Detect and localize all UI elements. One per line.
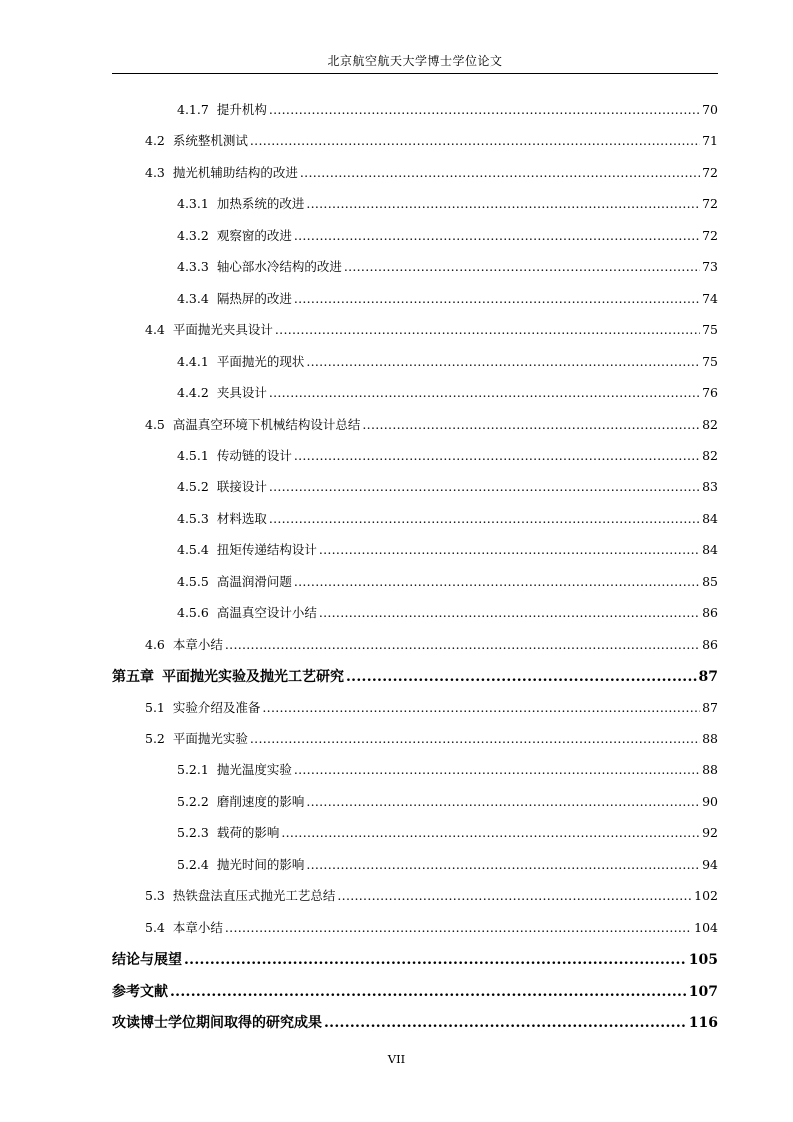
toc-dot-leader — [294, 574, 700, 589]
toc-entry-page: 72 — [702, 164, 718, 180]
toc-entry[interactable] — [145, 918, 718, 938]
toc-entry-page: 71 — [702, 133, 718, 149]
toc-dot-leader — [324, 1015, 687, 1031]
toc-entry-page: 75 — [702, 322, 718, 338]
toc-entry-number: 5.1 — [145, 699, 165, 715]
toc-entry-title: 系统整机测试 — [172, 133, 248, 149]
toc-dot-leader — [294, 762, 700, 777]
toc-entry-number: 4.4 — [145, 322, 165, 338]
toc-entry-number: 4.5.2 — [177, 479, 209, 495]
toc-entry-number: 5.2.3 — [177, 825, 209, 841]
toc-entry-number: 4.5.5 — [177, 573, 209, 589]
toc-entry[interactable] — [177, 100, 718, 120]
toc-entry-number: 5.3 — [145, 888, 165, 904]
toc-entry[interactable] — [177, 194, 718, 214]
toc-entry-page: 74 — [702, 290, 718, 306]
toc-entry-page: 75 — [702, 353, 718, 369]
toc-entry-page: 82 — [702, 447, 718, 463]
toc-entry-page: 83 — [702, 479, 718, 495]
toc-entry-number: 第五章 — [112, 669, 154, 686]
toc-entry[interactable] — [177, 540, 718, 560]
toc-entry-number: 5.2.1 — [177, 762, 209, 778]
toc-entry[interactable] — [177, 509, 718, 529]
toc-entry-title: 平面抛光实验 — [172, 731, 248, 746]
toc-entry-page: 90 — [702, 793, 718, 809]
toc-entry-number: 4.5.6 — [177, 605, 209, 621]
toc-entry[interactable] — [177, 603, 718, 623]
toc-entry-page: 107 — [688, 983, 718, 1000]
toc-entry-page: 73 — [702, 259, 718, 275]
toc-entry-page: 92 — [702, 825, 718, 841]
toc-entry-title: 隔热屏的改进 — [216, 290, 292, 306]
toc-entry-page: 72 — [702, 196, 718, 212]
toc-entry-title: 抛光机辅助结构的改进 — [172, 164, 298, 180]
toc-dot-leader — [184, 952, 687, 968]
toc-entry-page: 85 — [702, 573, 718, 589]
toc-entry-page: 82 — [702, 416, 718, 432]
toc-entry-number: 4.6 — [145, 636, 165, 652]
toc-entry[interactable] — [145, 131, 718, 151]
toc-entry-page: 70 — [702, 102, 718, 117]
toc-entry-number: 4.2 — [145, 133, 165, 149]
toc-entry-number: 4.3.1 — [177, 196, 209, 212]
toc-entry-title: 平面抛光夹具设计 — [172, 322, 273, 338]
toc-dot-leader — [300, 165, 700, 180]
toc-entry[interactable] — [177, 383, 718, 403]
toc-entry[interactable] — [112, 1012, 718, 1032]
toc-entry-number: 4.4.1 — [177, 353, 209, 369]
toc-entry[interactable] — [177, 226, 718, 246]
toc-entry[interactable] — [112, 981, 718, 1001]
toc-dot-leader — [269, 102, 700, 117]
toc-entry[interactable] — [177, 289, 718, 309]
toc-entry-number: 5.2.4 — [177, 856, 209, 872]
toc-dot-leader — [294, 291, 700, 306]
toc-dot-leader — [306, 196, 700, 211]
toc-entry[interactable] — [145, 320, 718, 340]
toc-dot-leader — [269, 385, 700, 400]
toc-entry-page: 116 — [688, 1015, 718, 1031]
toc-dot-leader — [225, 637, 700, 652]
toc-entry-title: 提升机构 — [216, 102, 267, 117]
toc-entry-title: 夹具设计 — [216, 385, 267, 401]
toc-entry-title: 抛光时间的影响 — [216, 856, 305, 872]
toc-dot-leader — [250, 133, 700, 148]
toc-entry-title: 平面抛光实验及抛光工艺研究 — [162, 669, 344, 686]
toc-entry-title: 高温真空环境下机械结构设计总结 — [172, 416, 361, 432]
toc-entry[interactable] — [177, 792, 718, 812]
toc-dot-leader — [170, 984, 687, 1000]
toc-entry-title: 热铁盘法直压式抛光工艺总结 — [172, 888, 336, 904]
toc-entry-title: 高温真空设计小结 — [216, 605, 317, 621]
toc-entry-page: 94 — [702, 856, 718, 872]
toc-dot-leader — [294, 448, 700, 463]
toc-entry-page: 88 — [702, 762, 718, 778]
toc-entry[interactable] — [177, 446, 718, 466]
toc-entry[interactable] — [177, 572, 718, 592]
toc-entry-title: 磨削速度的影响 — [216, 793, 305, 809]
toc-entry[interactable] — [145, 163, 718, 183]
toc-entry-page: 87 — [702, 699, 718, 715]
toc-entry[interactable] — [177, 760, 718, 780]
toc-entry-title: 攻读博士学位期间取得的研究成果 — [112, 1015, 322, 1031]
toc-entry[interactable] — [145, 886, 718, 906]
toc-entry[interactable] — [177, 352, 718, 372]
toc-entry-title: 观察窗的改进 — [216, 227, 292, 243]
toc-entry[interactable] — [112, 949, 718, 969]
toc-entry[interactable] — [177, 477, 718, 497]
toc-entry-page: 72 — [702, 227, 718, 243]
toc-dot-leader — [275, 322, 700, 337]
toc-entry-number: 4.5.4 — [177, 542, 209, 558]
toc-entry-number: 4.5.1 — [177, 447, 209, 463]
toc-entry-title: 扭矩传递结构设计 — [216, 542, 317, 558]
toc-entry-number: 5.4 — [145, 919, 165, 935]
toc-entry-page: 84 — [702, 510, 718, 526]
toc-entry-page: 76 — [702, 385, 718, 401]
toc-entry-number: 5.2 — [145, 731, 165, 746]
toc-entry-number: 4.3.2 — [177, 227, 209, 243]
toc-entry[interactable] — [145, 698, 718, 718]
toc-entry-title: 高温润滑问题 — [216, 573, 292, 589]
toc-dot-leader — [344, 259, 700, 274]
toc-dot-leader — [319, 605, 700, 620]
toc-dot-leader — [346, 669, 697, 685]
toc-entry-number: 4.3.3 — [177, 259, 209, 275]
toc-dot-leader — [281, 825, 700, 840]
toc-entry-page: 102 — [694, 888, 718, 904]
toc-entry-title: 平面抛光的现状 — [216, 353, 305, 369]
toc-entry-number: 4.5 — [145, 416, 165, 432]
toc-entry[interactable] — [177, 855, 718, 875]
toc-entry-number: 4.5.3 — [177, 510, 209, 526]
toc-entry-page: 87 — [698, 669, 718, 686]
toc-dot-leader — [269, 479, 700, 494]
toc-dot-leader — [250, 731, 700, 746]
toc-entry-title: 材料选取 — [216, 510, 267, 526]
toc-entry-title: 本章小结 — [172, 919, 223, 935]
toc-entry-number: 4.3.4 — [177, 290, 209, 306]
toc-entry-title: 抛光温度实验 — [216, 762, 292, 778]
toc-dot-leader — [337, 888, 692, 903]
toc-entry[interactable] — [145, 729, 718, 749]
toc-dot-leader — [362, 417, 700, 432]
toc-entry-page: 88 — [702, 731, 718, 746]
toc-entry-title: 传动链的设计 — [216, 447, 292, 463]
toc-entry-title: 实验介绍及准备 — [172, 699, 261, 715]
toc-entry-title: 联接设计 — [216, 479, 267, 495]
toc-entry-page: 86 — [702, 605, 718, 621]
toc-entry-title: 加热系统的改进 — [216, 196, 305, 212]
toc-dot-leader — [294, 228, 700, 243]
toc-entry[interactable] — [177, 823, 718, 843]
toc-entry-page: 84 — [702, 542, 718, 558]
toc-entry-title: 结论与展望 — [112, 952, 182, 969]
toc-dot-leader — [269, 511, 700, 526]
toc-entry-number: 4.4.2 — [177, 385, 209, 401]
toc-entry-number: 4.3 — [145, 164, 165, 180]
toc-entry-page: 86 — [702, 636, 718, 652]
toc-dot-leader — [262, 700, 700, 715]
toc-dot-leader — [306, 354, 700, 369]
toc-entry-title: 载荷的影响 — [216, 825, 280, 841]
toc-dot-leader — [306, 857, 700, 872]
toc-entry-number: 5.2.2 — [177, 793, 209, 809]
toc-entry[interactable] — [145, 415, 718, 435]
toc-entry[interactable] — [145, 635, 718, 655]
toc-entry-page: 105 — [688, 952, 718, 969]
page-number: VII — [387, 1052, 406, 1066]
toc-entry[interactable] — [112, 666, 718, 686]
toc-entry-title: 参考文献 — [112, 983, 168, 1000]
toc-entry-title: 本章小结 — [172, 636, 223, 652]
toc-entry-title: 轴心部水冷结构的改进 — [216, 259, 342, 275]
running-header: 北京航空航天大学博士学位论文 — [327, 54, 503, 68]
toc-dot-leader — [306, 794, 700, 809]
toc-dot-leader — [319, 542, 700, 557]
toc-entry[interactable] — [177, 257, 718, 277]
toc-entry-number: 4.1.7 — [177, 102, 209, 117]
toc-entry-page: 104 — [694, 919, 718, 935]
toc-dot-leader — [225, 920, 692, 935]
